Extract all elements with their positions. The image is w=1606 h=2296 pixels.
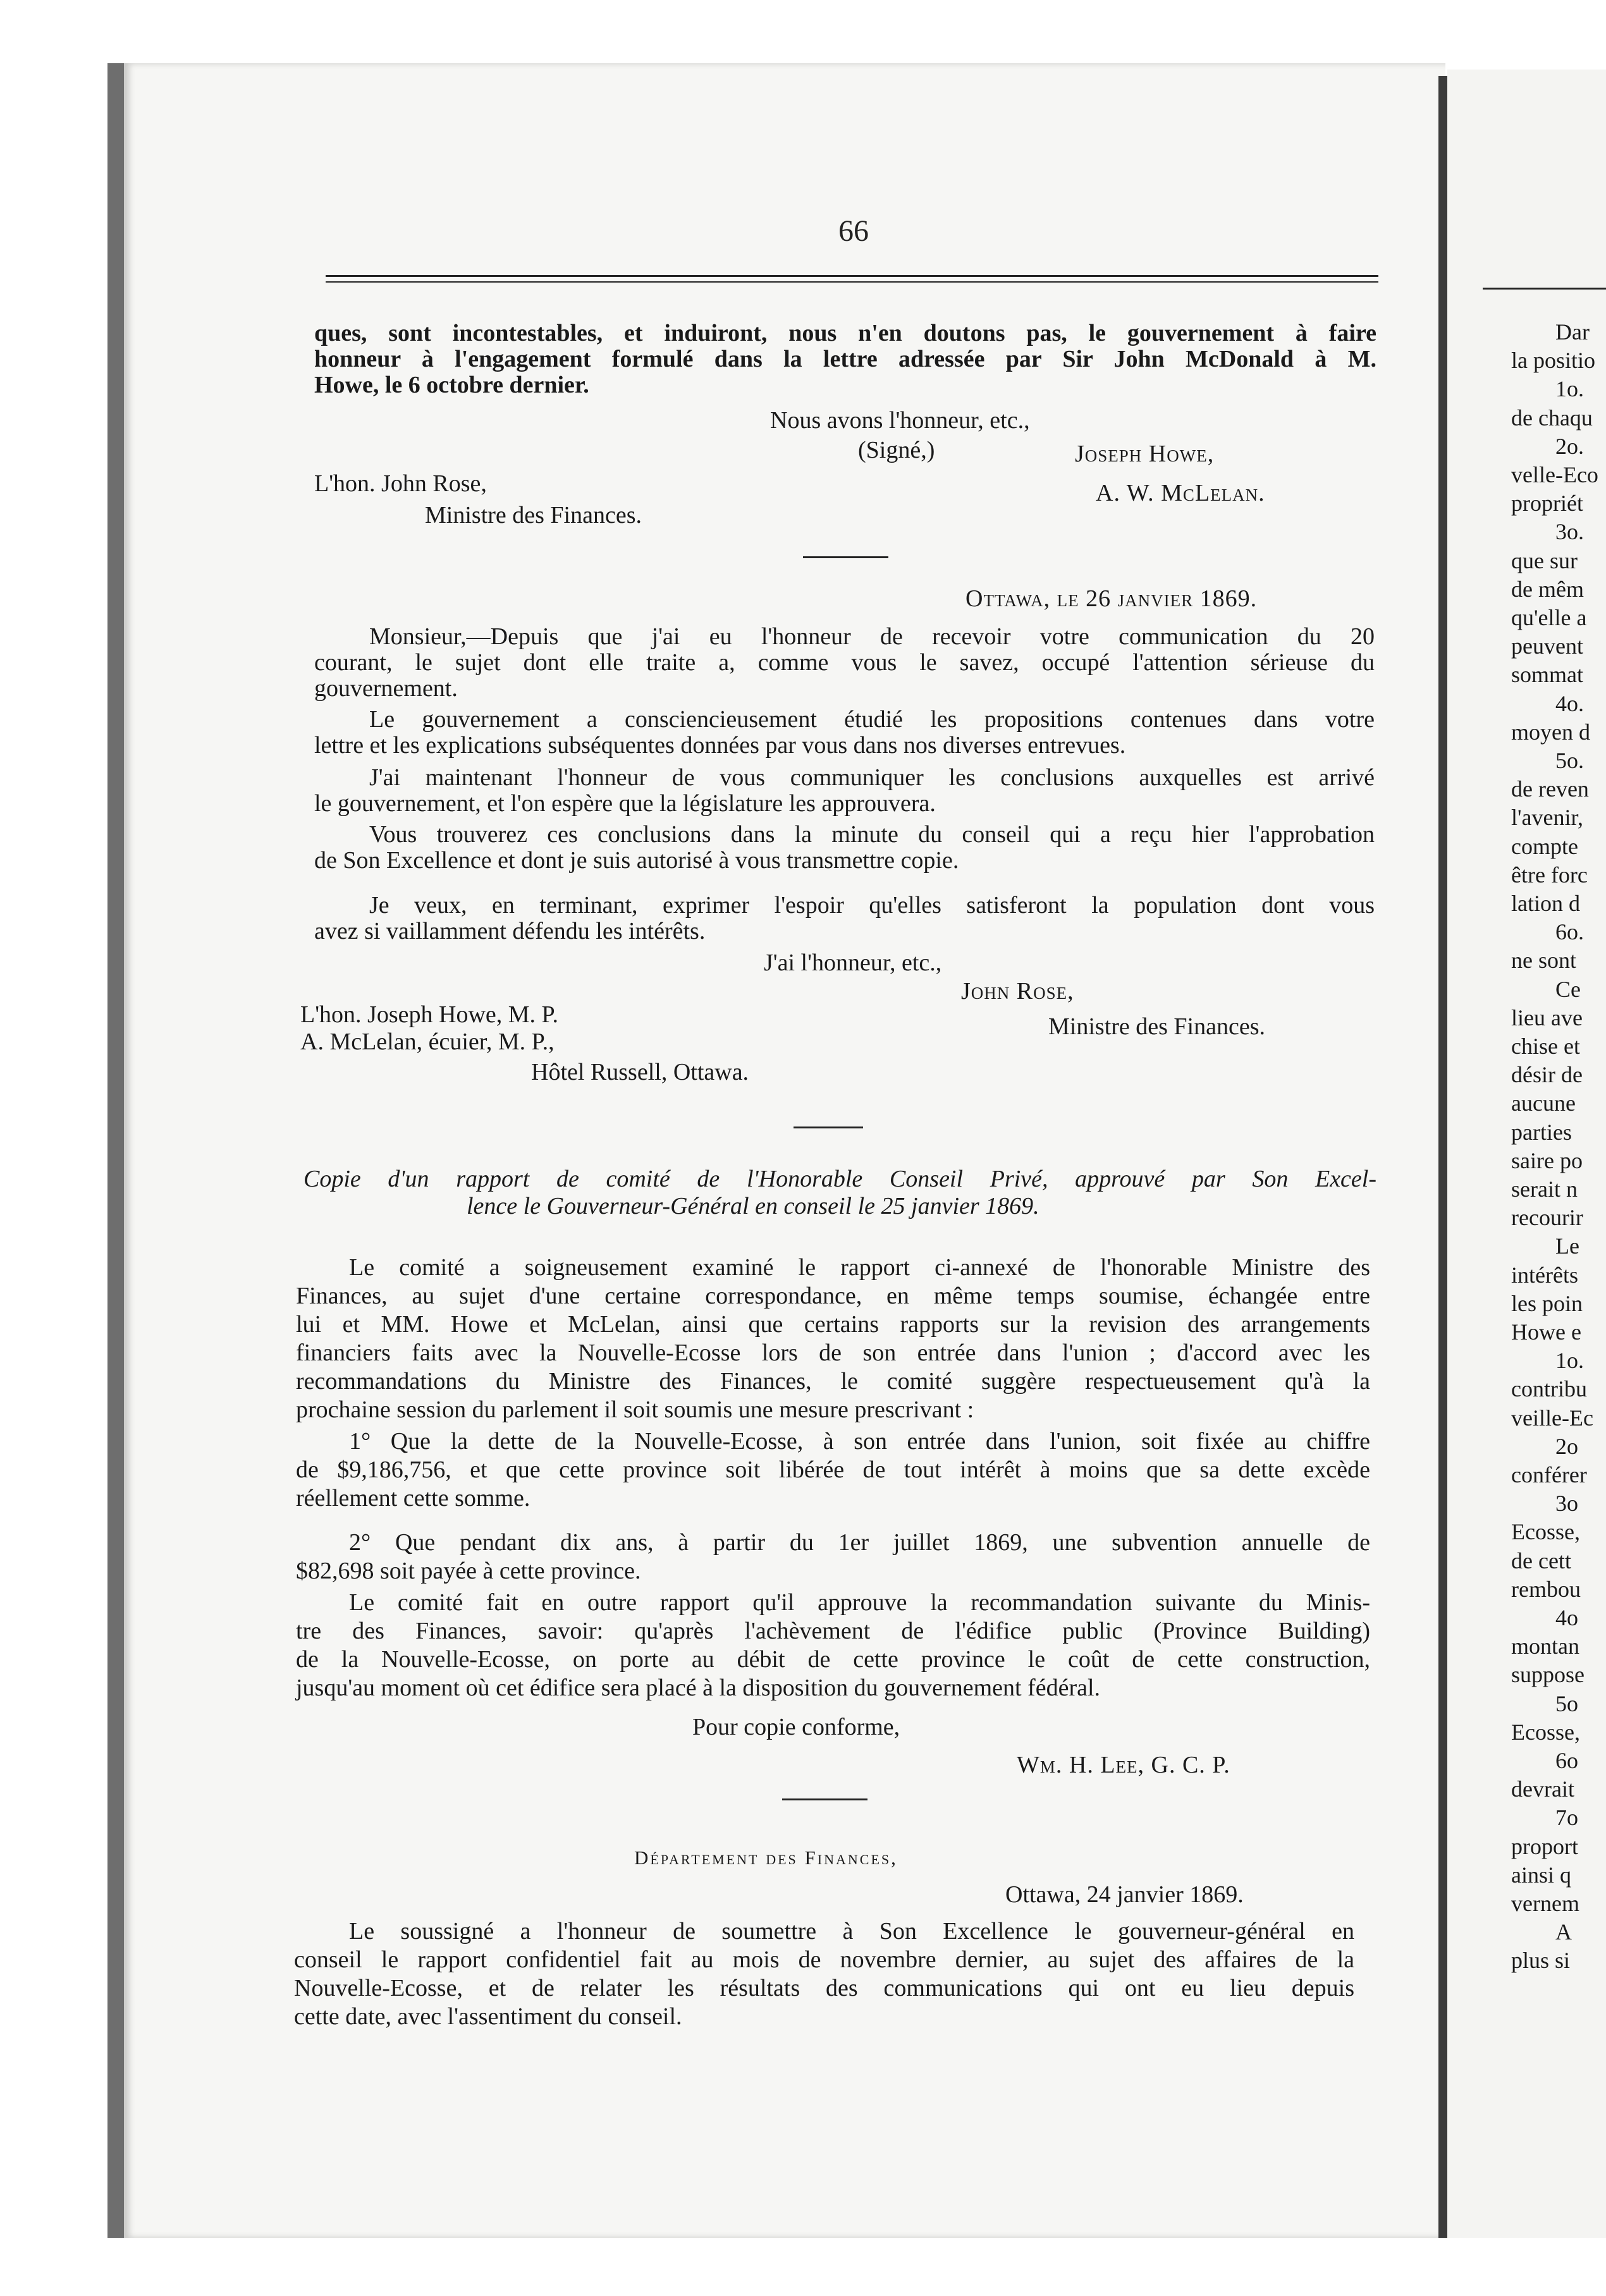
letter2-dateline-text: Ottawa, le 26 janvier 1869.: [965, 585, 1258, 612]
right-fragment-line: 4o: [1555, 1605, 1578, 1630]
letter1-addressee-name: L'hon. John Rose,: [314, 470, 487, 497]
separator-rule-2: [794, 1127, 863, 1128]
report-heading-1: Copie d'un rapport de comité de l'Honorable Conseil Privé, approuvé par Son Excel-: [303, 1166, 1376, 1192]
right-fragment-line: recourir: [1511, 1205, 1583, 1230]
report-line-2: Finances, au sujet d'une certaine correspondance, en même temps soumise, échangée entre: [296, 1283, 1370, 1309]
right-fragment-line: plus si: [1511, 1948, 1571, 1973]
letter2-line-2: courant, le sujet dont elle traite a, comme vous le savez, occupé l'attention sérieuse du: [314, 649, 1375, 676]
right-fragment-line: compte: [1511, 834, 1578, 859]
letter2-line-11: avez si vaillamment défendu les intérêts.: [314, 918, 706, 944]
right-fragment-line: rembou: [1511, 1577, 1581, 1602]
right-fragment-line: de cett: [1511, 1548, 1571, 1573]
right-fragment-line: Howe e: [1511, 1319, 1581, 1345]
letter1-line-1: ques, sont incontestables, et induiront, nous n'en doutons pas, le gouvernement à faire: [314, 320, 1376, 346]
right-fragment-line: Ecosse,: [1511, 1519, 1580, 1544]
letter2-line-5: lettre et les explications subséquentes données par vous dans nos diverses entrevues.: [314, 732, 1126, 759]
right-fragment-line: conférer: [1511, 1462, 1587, 1487]
right-fragment-line: 3o.: [1555, 519, 1584, 544]
right-fragment-line: 2o: [1555, 1434, 1578, 1459]
right-fragment-line: 5o: [1555, 1691, 1578, 1716]
right-fragment-line: 7o: [1555, 1805, 1578, 1830]
right-fragment-line: de chaqu: [1511, 405, 1593, 430]
right-fragment-line: de mêm: [1511, 577, 1584, 602]
report-line-8: de $9,186,756, et que cette province soit libérée de tout intérêt à moins que sa dette excède: [296, 1456, 1370, 1483]
right-fragment-line: sommat: [1511, 662, 1583, 687]
right-fragment-line: propriét: [1511, 491, 1583, 516]
letter1-signer-2: A. W. McLelan.: [1096, 480, 1265, 506]
letter1-signe: (Signé,): [858, 437, 935, 463]
right-header-rule: [1483, 288, 1606, 290]
letter2-line-3: gouvernement.: [314, 675, 458, 702]
right-fragment-line: intérêts: [1511, 1262, 1578, 1288]
right-fragment-line: chise et: [1511, 1034, 1580, 1059]
letter2-line-6: J'ai maintenant l'honneur de vous communiquer les conclusions auxquelles est arrivé: [369, 764, 1375, 791]
bottom-margin: [0, 2241, 1606, 2296]
right-fragment-line: Dar: [1555, 319, 1590, 345]
letter2-signer: John Rose,: [961, 978, 1074, 1004]
report-line-5: recommandations du Ministre des Finances, le comité suggère respectueusement qu'à la: [296, 1368, 1370, 1395]
report-line-3: lui et MM. Howe et McLelan, ainsi que certains rapports sur la revision des arrangements: [296, 1311, 1370, 1338]
letter2-line-1: Monsieur,—Depuis que j'ai eu l'honneur de recevoir votre communication du 20: [369, 623, 1375, 650]
right-fragment-line: proport: [1511, 1834, 1578, 1859]
separator-rule-1: [803, 556, 888, 558]
department-line-3: Nouvelle-Ecosse, et de relater les résultats des communications qui ont eu lieu depuis: [294, 1975, 1354, 2001]
letter2-closing: J'ai l'honneur, etc.,: [764, 950, 942, 976]
header-rule-top: [326, 275, 1378, 277]
report-line-14: de la Nouvelle-Ecosse, on porte au débit de cette province le coût de cette construction,: [296, 1646, 1370, 1673]
right-fragment-line: moyen d: [1511, 719, 1590, 745]
report-line-11: $82,698 soit payée à cette province.: [296, 1558, 641, 1584]
report-heading-2: lence le Gouverneur-Général en conseil le 25 janvier 1869.: [467, 1193, 1039, 1219]
report-line-10: 2° Que pendant dix ans, à partir du 1er juillet 1869, une subvention annuelle de: [349, 1529, 1370, 1556]
right-fragment-line: Ce: [1555, 977, 1581, 1002]
right-fragment-line: montan: [1511, 1633, 1579, 1659]
right-fragment-line: vernem: [1511, 1891, 1579, 1916]
right-fragment-line: qu'elle a: [1511, 605, 1587, 630]
right-fragment-line: 6o: [1555, 1748, 1578, 1773]
letter1-addressee-title: Ministre des Finances.: [425, 502, 642, 528]
report-line-9: réellement cette somme.: [296, 1485, 530, 1511]
report-line-15: jusqu'au moment où cet édifice sera placé à la disposition du gouvernement fédéral.: [296, 1675, 1101, 1701]
letter2-dateline: [965, 586, 1257, 612]
report-line-7: 1° Que la dette de la Nouvelle-Ecosse, à son entrée dans l'union, soit fixée au chiffre: [349, 1428, 1370, 1455]
department-line-1: Le soussigné a l'honneur de soumettre à Son Excellence le gouverneur-général en: [349, 1918, 1354, 1945]
letter2-signer-title: Ministre des Finances.: [1048, 1013, 1266, 1040]
letter1-line-3: Howe, le 6 octobre dernier.: [314, 372, 589, 398]
right-fragment-line: parties: [1511, 1120, 1572, 1145]
report-line-12: Le comité fait en outre rapport qu'il approuve la recommandation suivante du Minis-: [349, 1589, 1370, 1616]
department-line-4: cette date, avec l'assentiment du conseil.: [294, 2003, 682, 2030]
letter2-addressee-1: L'hon. Joseph Howe, M. P.: [300, 1001, 558, 1028]
right-fragment-line: Ecosse,: [1511, 1719, 1580, 1745]
separator-rule-3: [782, 1798, 867, 1800]
right-fragment-line: 4o.: [1555, 691, 1584, 716]
report-line-1: Le comité a soigneusement examiné le rapport ci-annexé de l'honorable Ministre des: [349, 1254, 1370, 1281]
right-fragment-line: 1o.: [1555, 376, 1584, 401]
report-closing: Pour copie conforme,: [692, 1714, 900, 1740]
right-fragment-line: la positio: [1511, 348, 1595, 373]
right-fragment-line: ainsi q: [1511, 1862, 1571, 1888]
book-gutter: [1438, 76, 1447, 2238]
letter2-line-4: Le gouvernement a consciencieusement étudié les propositions contenues dans votre: [369, 706, 1375, 733]
right-fragment-line: 5o.: [1555, 748, 1584, 773]
right-fragment-line: l'avenir,: [1511, 805, 1583, 830]
right-fragment-line: lation d: [1511, 891, 1580, 916]
right-fragment-line: être forc: [1511, 862, 1588, 888]
right-fragment-line: ne sont: [1511, 948, 1576, 973]
right-fragment-line: Le: [1555, 1233, 1579, 1259]
right-fragment-line: saire po: [1511, 1148, 1583, 1173]
letter2-line-8: Vous trouverez ces conclusions dans la minute du conseil qui a reçu hier l'approbation: [369, 821, 1375, 848]
right-fragment-line: lieu ave: [1511, 1005, 1583, 1030]
right-fragment-line: veille-Ec: [1511, 1405, 1593, 1431]
letter1-closing: Nous avons l'honneur, etc.,: [770, 407, 1030, 434]
right-fragment-line: contribu: [1511, 1376, 1587, 1401]
left-page: [107, 63, 1445, 2238]
right-fragment-line: 6o.: [1555, 919, 1584, 944]
right-fragment-line: peuvent: [1511, 633, 1583, 659]
right-fragment-line: aucune: [1511, 1090, 1576, 1116]
department-dateline: Ottawa, 24 janvier 1869.: [1005, 1881, 1244, 1908]
right-fragment-line: devrait: [1511, 1776, 1574, 1802]
letter1-line-2: honneur à l'engagement formulé dans la lettre adressée par Sir John McDonald à M.: [314, 346, 1376, 372]
right-fragment-line: 3o: [1555, 1491, 1578, 1516]
letter2-line-7: le gouvernement, et l'on espère que la législature les approuvera.: [314, 790, 936, 817]
header-rule-bottom: [326, 281, 1378, 283]
right-fragment-line: 2o.: [1555, 434, 1584, 459]
letter2-line-10: Je veux, en terminant, exprimer l'espoir qu'elles satisferont la population dont vous: [369, 892, 1375, 919]
letter2-addressee-3: Hôtel Russell, Ottawa.: [531, 1059, 749, 1085]
letter1-signer-1: Joseph Howe,: [1075, 441, 1215, 467]
report-line-6: prochaine session du parlement il soit soumis une mesure prescrivant :: [296, 1396, 974, 1423]
right-fragment-line: que sur: [1511, 548, 1578, 573]
right-fragment-line: velle-Eco: [1511, 462, 1598, 487]
right-fragment-line: 1o.: [1555, 1348, 1584, 1373]
page-number: 66: [838, 214, 869, 248]
right-fragment-line: A: [1555, 1919, 1572, 1945]
right-fragment-line: les poin: [1511, 1291, 1583, 1316]
department-line-2: conseil le rapport confidentiel fait au mois de novembre dernier, au sujet des affaires de la: [294, 1946, 1354, 1973]
report-line-4: financiers faits avec la Nouvelle-Ecosse lors de son entrée dans l'union ; d'accord avec les: [296, 1340, 1370, 1366]
right-fragment-line: serait n: [1511, 1176, 1578, 1202]
right-fragment-line: désir de: [1511, 1062, 1583, 1087]
report-line-13: tre des Finances, savoir: qu'après l'achèvement de l'édifice public (Province Building): [296, 1618, 1370, 1644]
report-signer: Wm. H. Lee, G. C. P.: [1017, 1752, 1230, 1778]
letter2-line-9: de Son Excellence et dont je suis autorisé à vous transmettre copie.: [314, 847, 959, 874]
department-heading: Département des Finances,: [634, 1847, 898, 1869]
right-fragment-line: de reven: [1511, 776, 1589, 802]
letter2-addressee-2: A. McLelan, écuier, M. P.,: [300, 1029, 555, 1055]
right-fragment-line: suppose: [1511, 1662, 1585, 1687]
